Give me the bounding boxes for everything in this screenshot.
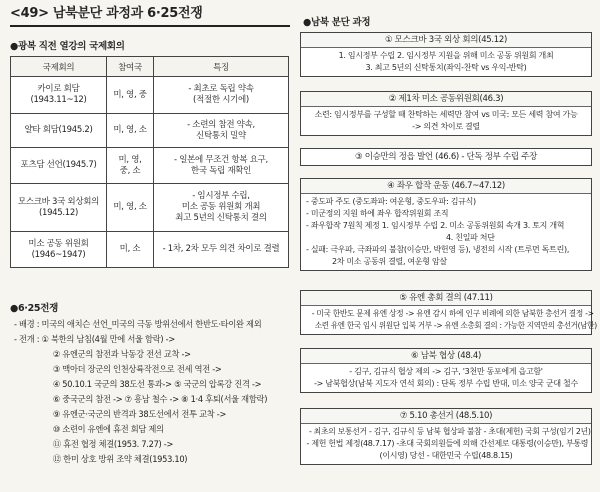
war-step-text: ③ 맥아더 장군의 인천상륙작전으로 전세 역전 -> bbox=[52, 365, 222, 375]
feature-cell bbox=[154, 232, 289, 268]
feature-cell-line: - 최초로 독립 약속 bbox=[188, 84, 254, 94]
war-step-text: ⑥ 중국군의 참전 -> ⑦ 흥남 철수 -> ⑧ 1·4 후퇴(서울 재함락) bbox=[52, 395, 268, 405]
division-step-box bbox=[300, 290, 597, 335]
war-step bbox=[14, 423, 281, 438]
feature-cell-line: - 1차, 2차 모두 의견 차이로 결렬 bbox=[162, 244, 280, 254]
header-meeting: 국제회의 bbox=[11, 57, 107, 77]
meeting-cell-line: 모스크바 3국 외상회의 bbox=[17, 196, 100, 207]
members-cell-line: 미, 소 bbox=[119, 244, 141, 254]
box-heading: ⑦ 5.10 총선거 (48.5.10) bbox=[301, 409, 591, 424]
meeting-cell-line: 얄타 회담(1945.2) bbox=[24, 125, 93, 135]
box-line: 3. 최고 5년의 신탁통치(좌익-찬탁 vs 우익-반탁) bbox=[365, 63, 527, 72]
box-body bbox=[301, 107, 591, 135]
table-row bbox=[11, 184, 289, 232]
box-line: - 제헌 헌법 제정(48.7.17) -초대 국회의원들에 의해 간선제로 대통령(이승만), 부통령 bbox=[306, 439, 589, 448]
war-step-text: ⑨ 유엔군·국군의 반격과 38도선에서 전투 교착 -> bbox=[52, 410, 227, 420]
page-title: <49> 남북분단 과정과 6·25전쟁 bbox=[10, 4, 290, 27]
war-step bbox=[14, 348, 281, 363]
box-heading: ③ 이승만의 정읍 발언 (46.6) - 단독 정부 수립 주장 bbox=[301, 149, 591, 165]
box-line: -> 남북협상(남북 지도자 연석 회의) : 단독 정부 수립 반대, 미소 양국 군대 철수 bbox=[314, 379, 578, 388]
war-background: - 배경 : 미국의 애치슨 선언_미국의 극동 방위선에서 한반도·타이완 제외 bbox=[14, 320, 262, 330]
war-step bbox=[14, 378, 281, 393]
box-heading: ④ 좌우 합작 운동 (46.7~47.12) bbox=[301, 179, 591, 194]
box-line: - 실패: 극우파, 극좌파의 불참(이승만, 박헌영 등), 냉전의 시작 (트루먼 독트린), bbox=[306, 245, 570, 254]
table-row bbox=[11, 77, 289, 114]
box-line: 4. 친일파 처단 bbox=[446, 233, 495, 242]
feature-cell-line: (적절한 시기에) bbox=[193, 95, 249, 105]
table-row bbox=[11, 232, 289, 268]
feature-cell bbox=[154, 114, 289, 148]
table-header-row bbox=[11, 57, 289, 77]
box-body bbox=[301, 424, 591, 464]
meeting-cell-line: 카이로 회담 bbox=[37, 84, 80, 94]
box-line: - 중도파 주도 (중도좌파: 여운형, 중도우파: 김규식) bbox=[306, 197, 476, 206]
war-step-text: ⑩ 소련이 유엔에 휴전 회담 제의 bbox=[52, 425, 164, 435]
meeting-cell bbox=[11, 114, 107, 148]
box-line: - 김구, 김규식 협상 제의 -> 김구, '3천만 동포에게 읍고함' bbox=[349, 367, 543, 376]
members-cell bbox=[107, 77, 154, 114]
box-body bbox=[301, 48, 591, 76]
meeting-cell-line: (1946~1947) bbox=[31, 249, 86, 260]
members-cell-line: 미, 영, 소 bbox=[113, 202, 147, 212]
division-step-box bbox=[300, 178, 592, 271]
division-step-box bbox=[300, 32, 592, 77]
war-step bbox=[14, 438, 281, 453]
division-step-box bbox=[300, 91, 592, 136]
war-step-text: ⑫ 한미 상호 방위 조약 체결(1953.10) bbox=[52, 455, 188, 465]
members-cell-line: 중, 소 bbox=[119, 165, 141, 176]
division-step-box bbox=[300, 408, 592, 465]
war-step bbox=[14, 408, 281, 423]
section-title-division: ●남북 분단 과정 bbox=[303, 17, 371, 28]
section-title-korean-war: ●6·25전쟁 bbox=[10, 303, 58, 314]
meeting-cell bbox=[11, 184, 107, 232]
meeting-cell-line: (1945.12) bbox=[38, 207, 79, 218]
feature-cell-line: 미소 공동 위원회 개최 bbox=[181, 202, 261, 212]
korean-war-summary bbox=[14, 318, 289, 468]
box-body bbox=[301, 194, 591, 270]
box-body bbox=[301, 364, 591, 392]
box-heading: ② 제1차 미소 공동위원회(46.3) bbox=[301, 92, 591, 107]
members-cell bbox=[107, 184, 154, 232]
feature-cell bbox=[154, 77, 289, 114]
table-row bbox=[11, 114, 289, 148]
box-line: (이시영) 당선 - 대한민국 수립(48.8.15) bbox=[379, 451, 513, 460]
war-step bbox=[14, 393, 281, 408]
war-step-text: ① 북한의 남침(4월 만에 서울 함락) -> bbox=[41, 335, 175, 345]
box-line: 소련 유엔 한국 임시 위원단 입북 거부 -> 유엔 소총회 결의 : 가능한 지역만의 총선거(남한) bbox=[314, 321, 597, 330]
feature-cell bbox=[154, 184, 289, 232]
war-step-text: ② 유엔군의 참전과 낙동강 전선 교착 -> bbox=[52, 350, 191, 360]
header-feature: 특징 bbox=[154, 57, 289, 77]
members-cell-line: 미, 영, 소 bbox=[113, 125, 147, 135]
box-heading: ① 모스크바 3국 외상 회의(45.12) bbox=[301, 33, 591, 48]
box-body bbox=[301, 306, 597, 334]
feature-cell bbox=[154, 148, 289, 184]
feature-cell-line: - 일본에 무조건 항복 요구, bbox=[174, 154, 268, 165]
war-step bbox=[14, 333, 281, 348]
box-line: 소련: 임시정부를 구성할 때 찬탁하는 세력만 참여 vs 미국: 모든 세력 참여 가능 bbox=[314, 110, 578, 119]
meeting-cell bbox=[11, 77, 107, 114]
box-heading: ⑥ 남북 협상 (48.4) bbox=[301, 349, 591, 364]
meeting-cell-line: 미소 공동 위원회 bbox=[28, 238, 89, 249]
feature-cell-line: - 소련의 참전 약속, bbox=[187, 119, 255, 130]
feature-cell-line: 한국 독립 재확인 bbox=[190, 165, 252, 176]
feature-cell-line: 신탁통치 밀약 bbox=[196, 130, 246, 141]
war-process-label: - 전개 : bbox=[14, 335, 42, 345]
division-step-box bbox=[300, 348, 592, 393]
table-row bbox=[11, 148, 289, 184]
box-line: - 최초의 보통선거 - 김구, 김규식 등 남북 협상파 불참 - 초대(제헌) 국회 구성(임기 2년) bbox=[308, 427, 591, 436]
box-line: - 좌우합작 7원칙 제정 1. 임시정부 수립 2. 미소 공동위원회 속개 3. 토지 개혁 bbox=[306, 221, 565, 230]
section-title-conferences: ●광복 직전 열강의 국제회의 bbox=[10, 41, 125, 52]
box-line: - 미국 한반도 문제 유엔 상정 -> 유엔 감시 하에 인구 비례에 의한 남북한 총선거 결정 -> bbox=[311, 309, 594, 318]
feature-cell-line: 최고 5년의 신탁통치 결의 bbox=[175, 213, 267, 223]
box-line: -> 의견 차이로 결렬 bbox=[412, 122, 480, 131]
meeting-cell bbox=[11, 232, 107, 268]
members-cell-line: 미, 영, bbox=[118, 154, 142, 165]
division-step-box bbox=[300, 148, 592, 166]
box-line: 1. 임시정부 수립 2. 임시정부 지원을 위해 미소 공동 위원회 개최 bbox=[338, 51, 554, 60]
meeting-cell bbox=[11, 148, 107, 184]
members-cell bbox=[107, 114, 154, 148]
feature-cell-line: - 임시정부 수립, bbox=[192, 191, 250, 201]
conference-table bbox=[10, 56, 289, 268]
meeting-cell-line: (1943.11~12) bbox=[30, 95, 87, 105]
header-members: 참여국 bbox=[107, 57, 154, 77]
war-step-text: ⑪ 휴전 협정 체결(1953. 7.27) -> bbox=[52, 440, 174, 450]
members-cell bbox=[107, 148, 154, 184]
meeting-cell-line: 포츠담 선언(1945.7) bbox=[20, 160, 97, 170]
box-line: 2차 미소 공동위 결렬, 여운형 암살 bbox=[332, 257, 447, 266]
members-cell-line: 미, 영, 중 bbox=[113, 89, 147, 100]
war-step bbox=[14, 363, 281, 378]
members-cell bbox=[107, 232, 154, 268]
war-step bbox=[14, 453, 281, 468]
box-heading: ⑤ 유엔 총회 결의 (47.11) bbox=[301, 291, 591, 306]
war-step-text: ④ 50.10.1 국군의 38도선 통과-> ⑤ 국군의 압록강 진격 -> bbox=[52, 380, 262, 390]
box-line: - 미군정의 지원 하에 좌우 합작위원회 조직 bbox=[306, 209, 449, 218]
